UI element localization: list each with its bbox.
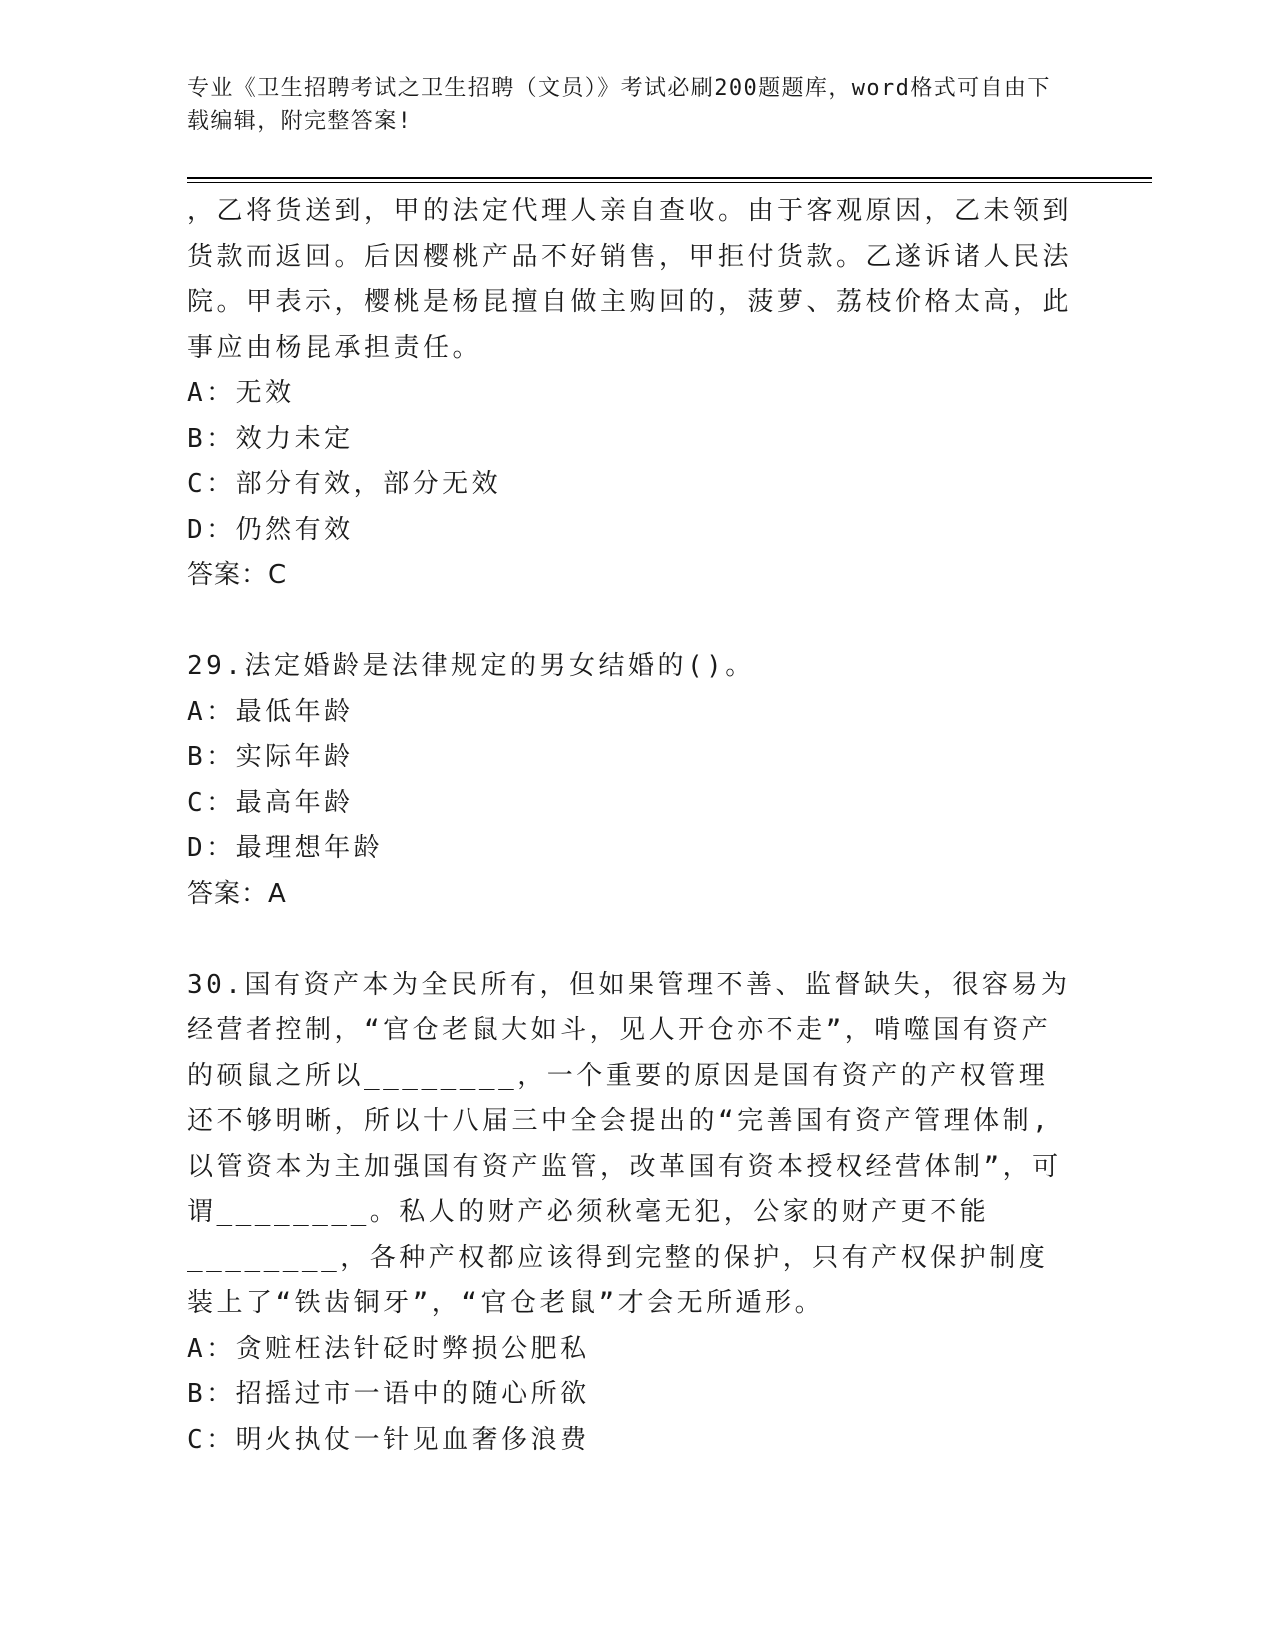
option-c: C：明火执仗一针见血奢侈浪费 xyxy=(187,1424,590,1455)
question-block xyxy=(187,963,1077,1464)
question-stem: 30.国有资产本为全民所有，但如果管理不善、监督缺失，很容易为经营者控制，“官仓老鼠大如斗，见人开仓亦不走”，啃噬国有资产的硕鼠之所以________，一个重要的原因是国有资产的产权管理还不够明晰，所以十八届三中全会提出的“完善国有资产管理体制,以管资本为主加强国有资产监管，改革国有资本授权经营体制”，可谓________。私人的财产必须秋毫无犯，公家的财产更不能________，各种产权都应该得到完整的保护，只有产权保护制度装上了“铁齿铜牙”，“官仓老鼠”才会无所遁形。 xyxy=(187,969,1071,1318)
option-c: C：最高年龄 xyxy=(187,787,354,818)
option-c: C：部分有效，部分无效 xyxy=(187,469,502,499)
option-d: D：最理想年龄 xyxy=(187,833,384,863)
header-divider-thin xyxy=(187,182,1152,183)
option-a: A：最低年龄 xyxy=(187,696,354,727)
spacer xyxy=(187,599,1077,645)
question-block xyxy=(187,644,1077,917)
page-header xyxy=(187,72,1067,138)
question-block xyxy=(187,189,1077,599)
option-b: B：效力未定 xyxy=(187,423,354,454)
option-d: D：仍然有效 xyxy=(187,514,354,545)
question-stem: ，乙将货送到，甲的法定代理人亲自查收。由于客观原因，乙未领到货款而返回。后因樱桃产品不好销售，甲拒付货款。乙遂诉诸人民法院。甲表示，樱桃是杨昆擅自做主购回的，菠萝、荔枝价格太高，此事应由杨昆承担责任。 xyxy=(187,196,1073,363)
answer-line: 答案：C xyxy=(187,560,288,590)
option-a: A：无效 xyxy=(187,378,295,408)
option-a: A：贪赃枉法针砭时弊损公肥私 xyxy=(187,1333,590,1364)
option-b: B：实际年龄 xyxy=(187,742,354,772)
spacer xyxy=(187,917,1077,963)
question-stem: 29.法定婚龄是法律规定的男女结婚的()。 xyxy=(187,651,755,681)
answer-line: 答案：A xyxy=(187,878,287,909)
document-title: 专业《卫生招聘考试之卫生招聘（文员）》考试必刷200题题库，word格式可自由下载编辑，附完整答案! xyxy=(187,76,1051,134)
option-b: B：招摇过市一语中的随心所欲 xyxy=(187,1379,590,1409)
question-content xyxy=(187,189,1077,1463)
header-divider-thick xyxy=(187,177,1152,179)
